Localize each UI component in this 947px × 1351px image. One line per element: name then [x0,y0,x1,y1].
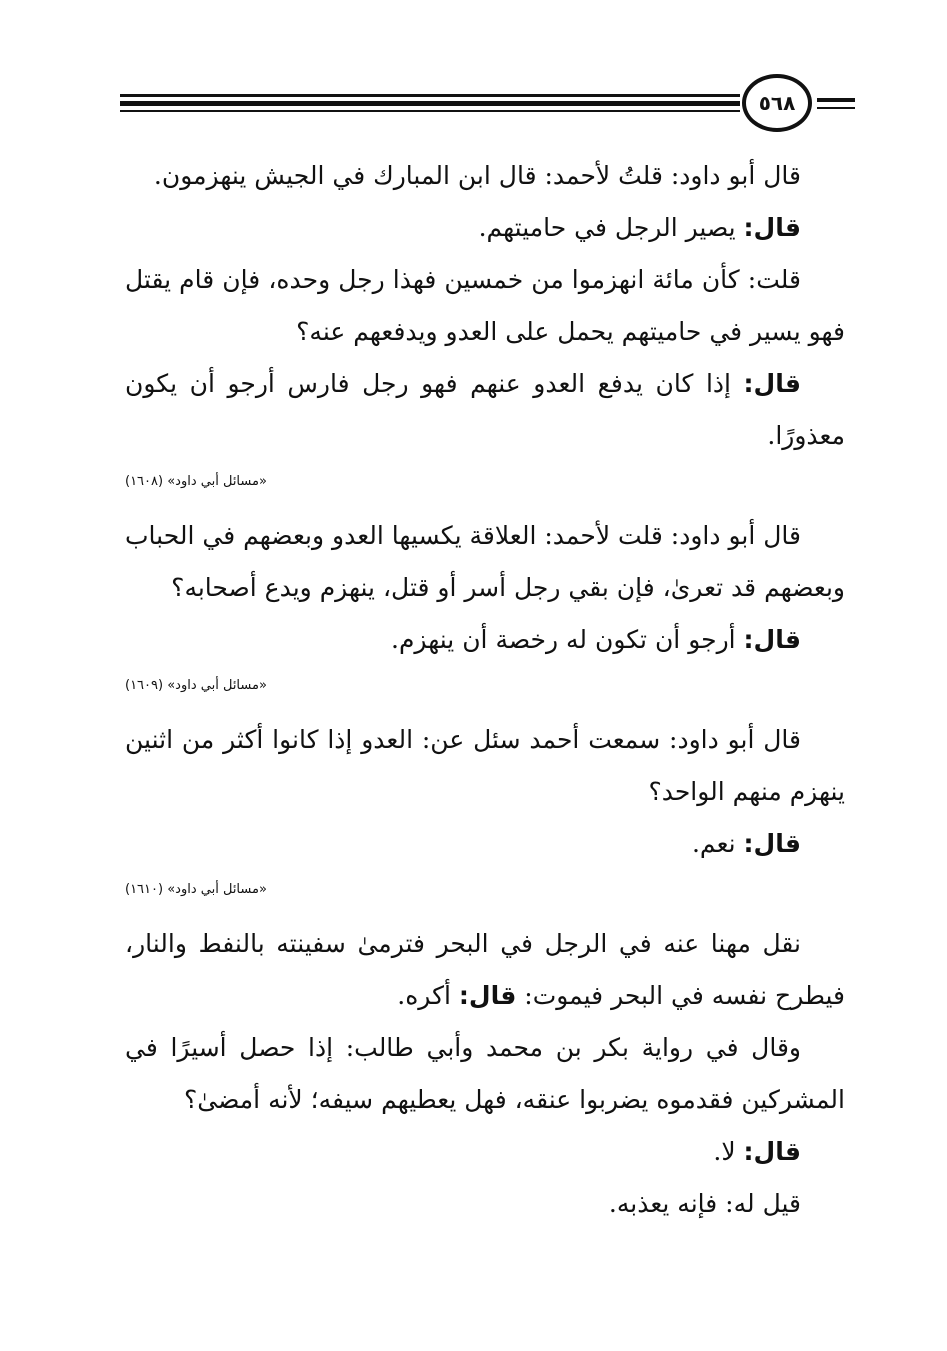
paragraph [125,918,845,1022]
paragraph-text: نقل مهنا عنه في الرجل في البحر فترمىٰ سفينته بالنفط والنار، فيطرح نفسه في البحر فيموت: [125,929,845,1010]
page-header [120,70,855,140]
answer-text: أرجو أن تكون له رخصة أن ينهزم. [391,625,744,654]
header-rule-right [817,98,855,102]
answer-label: قال: [743,213,801,242]
paragraph-answer [125,358,845,462]
answer-label: قال: [743,625,801,654]
paragraph: قال أبو داود: سمعت أحمد سئل عن: العدو إذا كانوا أكثر من اثنين ينهزم منهم الواحد؟ [125,725,845,806]
page-number: ٥٦٨ [758,91,796,115]
answer-text: يصير الرجل في حاميتهم. [478,213,744,242]
paragraph-answer [125,1126,845,1178]
paragraph: قال أبو داود: قلتُ لأحمد: قال ابن المبارك في الجيش ينهزمون. [153,161,801,190]
page-body [125,150,845,1230]
source-citation: «مسائل أبي داود» (١٦١٠) [125,882,267,897]
answer-label: قال: [743,369,801,398]
paragraph: قيل له: فإنه يعذبه. [608,1189,801,1218]
answer-label: قال: [743,1137,801,1166]
paragraph: وقال في رواية بكر بن محمد وأبي طالب: إذا حصل أسيرًا في المشركين فقدموه يضربوا عنقه، فهل يعطيهم سيفه؛ لأنه أمضىٰ؟ [125,1033,845,1114]
header-rule-right-thin [817,107,855,109]
source-citation: «مسائل أبي داود» (١٦٠٩) [125,678,267,693]
paragraph-answer [125,614,845,666]
source-citation: «مسائل أبي داود» (١٦٠٨) [125,474,267,489]
paragraph-answer [125,202,845,254]
paragraph: قلت: كأن مائة انهزموا من خمسين فهذا رجل وحده، فإن قام يقتل فهو يسير في حاميتهم يحمل على العدو ويدفعهم عنه؟ [125,265,845,346]
header-rule-top [120,94,740,97]
answer-label: قال: [458,981,517,1010]
page-number-badge [742,74,812,132]
answer-text: نعم. [691,829,744,858]
answer-label: قال: [743,829,801,858]
answer-text: لا. [713,1137,744,1166]
header-rule-middle [120,101,740,106]
answer-text: أكره. [397,981,459,1010]
answer-text: إذا كان يدفع العدو عنهم فهو رجل فارس أرجو أن يكون معذورًا. [125,369,845,450]
paragraph: قال أبو داود: قلت لأحمد: العلاقة يكسيها العدو وبعضهم في الحباب وبعضهم قد تعرىٰ، فإن بقي رجل أسر أو قتل، ينهزم ويدع أصحابه؟ [125,521,845,602]
header-rule-bottom [120,110,740,112]
paragraph-answer [125,818,845,870]
